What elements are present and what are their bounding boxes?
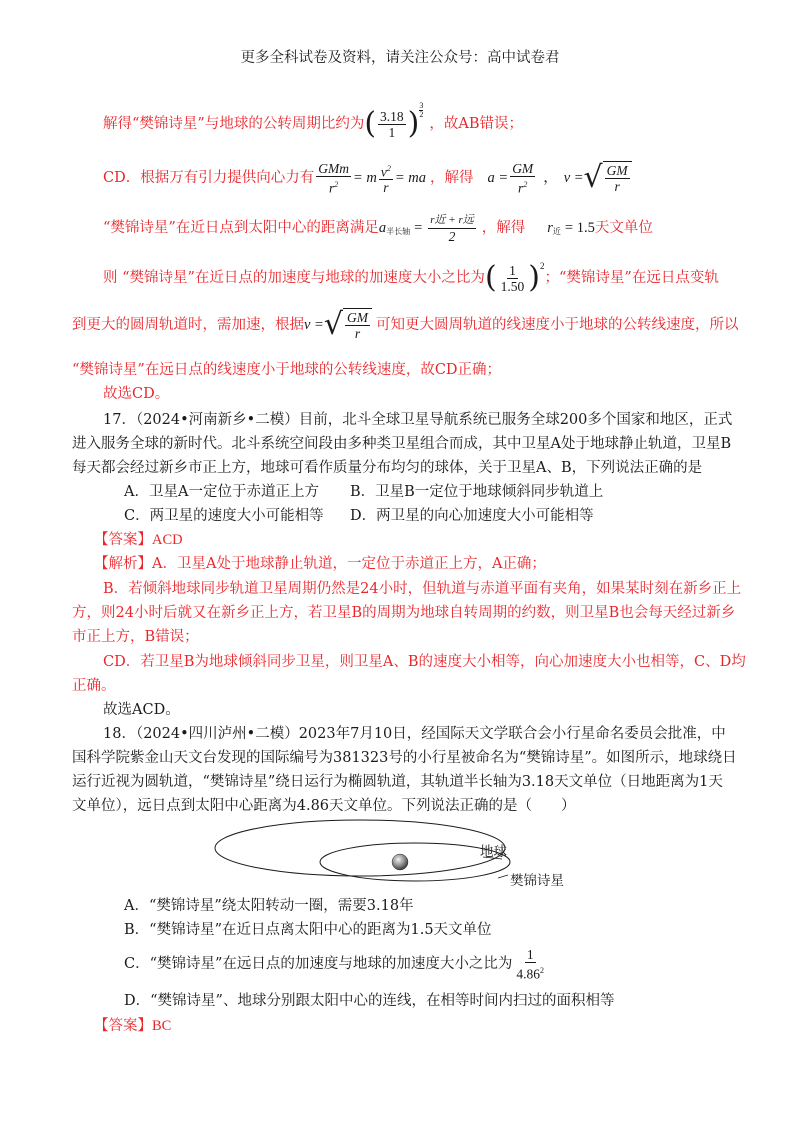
semi-major-axis-formula: a 半长轴 = $\frac{\text{r近 + r远}}{2}$ (378, 213, 474, 244)
question-18-line-1: 18．（2024•四川泸州•二模）2023年7月10日，经国际天文学联合会小行星命名委员会批准，中 (103, 726, 726, 742)
acceleration-formula: a = $\frac{GM}{r^2}$ ， v = √ $\frac{GM}{r}$ (488, 161, 632, 196)
question-18-line-4: 文单位），远日点到太阳中心距离为4.86天文单位。下列说法正确的是（ ） (72, 798, 576, 814)
period-ratio-formula: ( $\frac{3.18}{1}$ ) 3 2 (364, 100, 424, 141)
question-17-analysis-3: 方，则24小时后就又在新乡正上方，若卫星B的周期为地球自转周期的约数，则卫星B也会每天经过新乡 (72, 605, 736, 621)
question-17-answer: 【答案】ACD (94, 532, 183, 548)
question-17-line-3: 每天都会经过新乡市正上方，地球可看作质量分布均匀的球体，关于卫星A、B，下列说法正确的是 (72, 460, 703, 476)
option-c-fraction: $\frac{1}{4.86^2}$ (516, 946, 545, 982)
question-17-option-d: D．两卫星的向心加速度大小可能相等 (350, 508, 594, 524)
velocity-formula: v = √ $\frac{GM}{r}$ (304, 308, 372, 342)
question-17-analysis-6: 正确。 (72, 678, 116, 694)
question-18-option-b: B．“樊锦诗星”在近日点离太阳中心的距离为1.5天文单位 (124, 922, 492, 938)
question-17-analysis-1: 【解析】A．卫星A处于地球静止轨道，一定位于赤道正上方，A正确； (94, 556, 546, 572)
question-18-option-c: C．“樊锦诗星”在远日点的加速度与地球的加速度大小之比为 $\frac{1}{4.86^2}$ (124, 946, 545, 982)
question-17-analysis-5: CD．若卫星B为地球倾斜同步卫星，则卫星A、B的速度大小相等，向心加速度大小也相等，C、D均 (103, 654, 746, 670)
solution-line-3: “樊锦诗星”在近日点到太阳中心的距离满足 a 半长轴 = $\frac{\text{r近 + r远}}{2}$ ，解得 r 近 = 1.5 天文单位 (103, 213, 653, 244)
acceleration-ratio-formula: ( $\frac{1}{1.50}$ ) 2 (484, 260, 545, 295)
question-17-line-2: 进入服务全球的新时代。北斗系统空间段由多种类卫星组合而成，其中卫星A处于地球静止轨道，卫星B (72, 436, 732, 452)
gravity-formula: $\frac{\text{GMm}}{r^2}$ = m $\frac{v^2}{r}$ = ma (318, 160, 427, 196)
question-17-analysis-2: B．若倾斜地球同步轨道卫星周期仍然是24小时，但轨道与赤道平面有夹角，如果某时刻在新乡正上 (103, 581, 742, 597)
question-18-line-2: 国科学院紫金山天文台发现的国际编号为381323号的小行星被命名为“樊锦诗星”。如图所示，地球绕日 (72, 750, 737, 766)
question-18-option-d: D．“樊锦诗星”、地球分别跟太阳中心的连线，在相等时间内扫过的面积相等 (124, 993, 615, 1009)
sun-icon (392, 854, 408, 870)
solution-line-1 (103, 100, 524, 144)
solution-text: 解得“樊锦诗星”与地球的公转周期比约为 (103, 116, 365, 132)
solution-line-2: CD．根据万有引力提供向心力有 $\frac{\text{GMm}}{r^2}$ = m $\frac{v^2}{r}$ = ma ，解得 a = $\frac{GM}{r^2}$ ， v = √ $\frac{GM}{r}$ (103, 160, 632, 196)
solution-conclusion: 故选CD。 (103, 386, 170, 402)
question-18-answer: 【答案】BC (94, 1018, 172, 1034)
question-17-conclusion: 故选ACD。 (103, 702, 180, 718)
solution-line-6: “樊锦诗星”在远日点的线速度小于地球的公转线速度，故CD正确； (72, 362, 502, 378)
question-18-line-3: 运行近视为圆轨道，“樊锦诗星”绕日运行为椭圆轨道，其轨道半长轴为3.18天文单位（日地距离为1天 (72, 774, 723, 790)
asteroid-label: 樊锦诗星 (510, 873, 564, 889)
page-header: 更多全科试卷及资料，请关注公众号：高中试卷君 (240, 50, 560, 66)
question-17-line-1: 17．（2024•河南新乡•二模）目前，北斗全球卫星导航系统已服务全球200多个国家和地区，正式 (103, 412, 733, 428)
question-17-analysis-4: 市正上方，B错误； (72, 629, 199, 645)
asteroid-label-leader (498, 875, 508, 878)
question-17-option-a: A．卫星A一定位于赤道正上方 (124, 484, 319, 500)
earth-label: 地球 (480, 844, 507, 860)
solution-line-4: 则 “樊锦诗星”在近日点的加速度与地球的加速度大小之比为 ( $\frac{1}{1.50}$ ) 2 ；“樊锦诗星”在远日点变轨 (103, 260, 719, 295)
solution-line-5: 到更大的圆周轨道时，需加速，根据 v = √ $\frac{GM}{r}$ 可知更大圆周轨道的线速度小于地球的公转线速度，所以 (72, 307, 739, 342)
solution-text: ，故AB错误； (429, 116, 524, 132)
question-17-option-c: C．两卫星的速度大小可能相等 (124, 508, 324, 524)
perihelion-result: r 近 = 1.5 (547, 220, 595, 236)
asteroid-orbit-ellipse (215, 820, 505, 876)
question-18-option-a: A．“樊锦诗星”绕太阳转动一圈，需要3.18年 (124, 898, 414, 914)
question-17-option-b: B．卫星B一定位于地球倾斜同步轨道上 (350, 484, 604, 500)
